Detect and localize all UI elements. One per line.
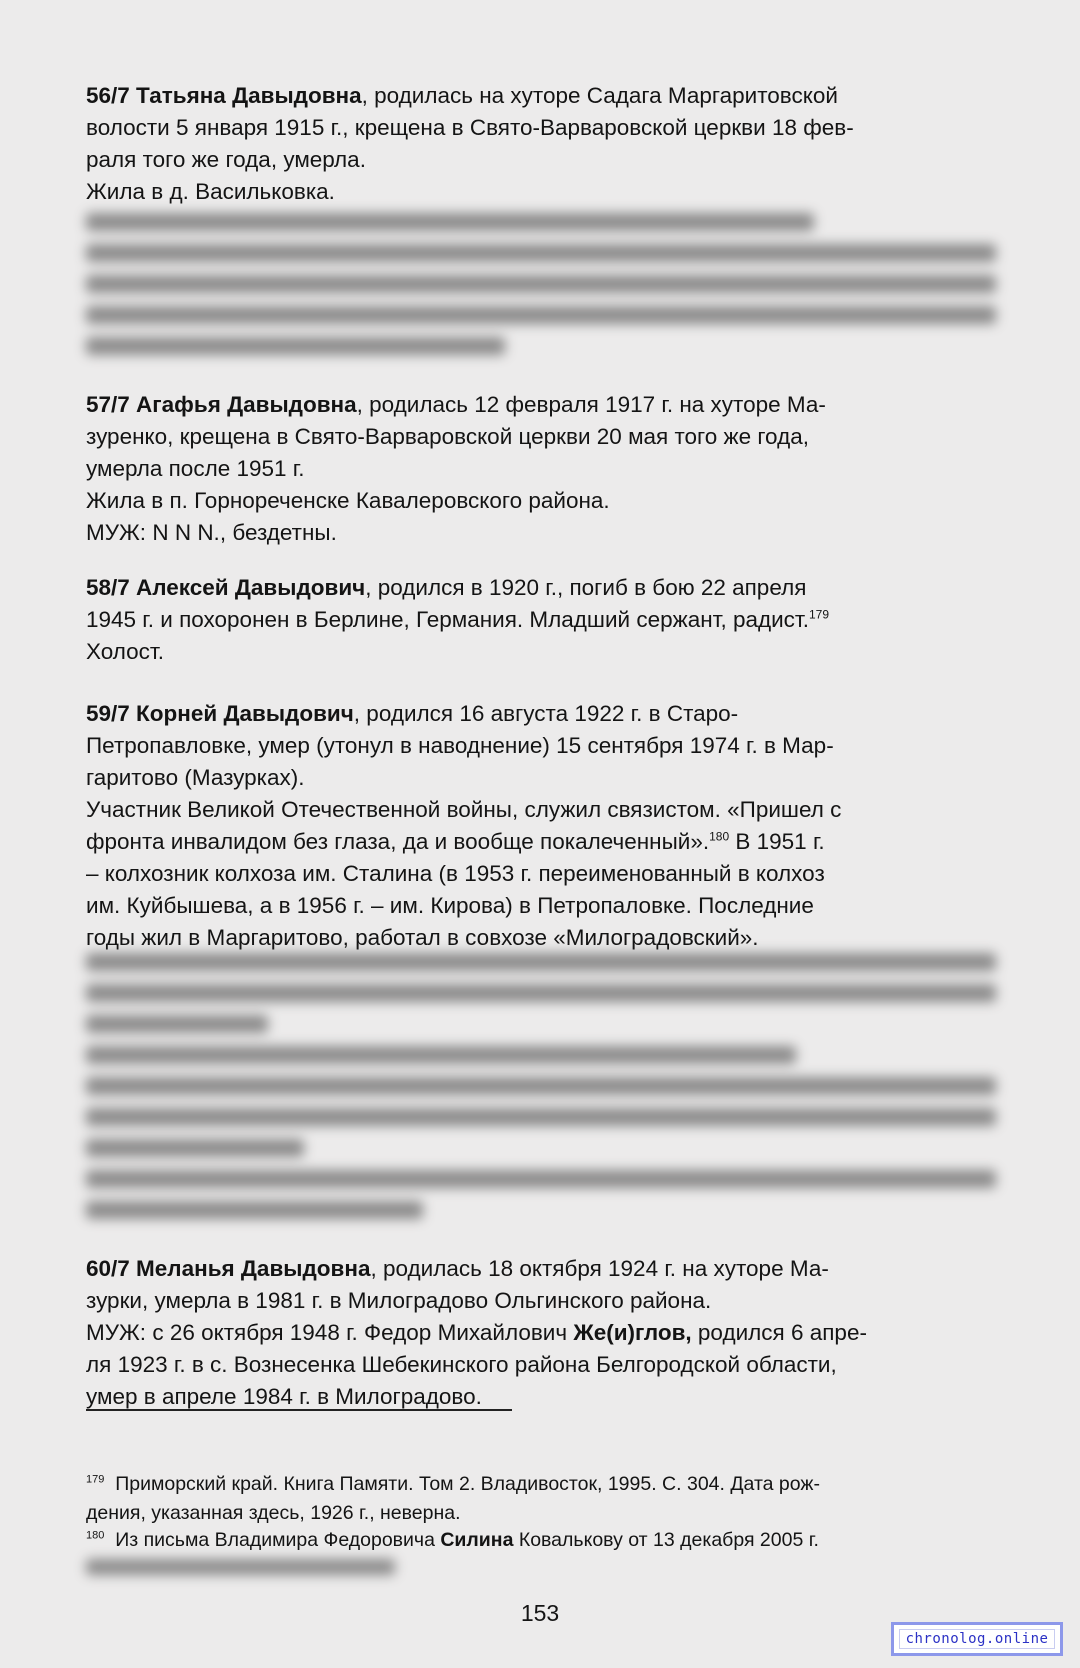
entry-text: , родилась 12 февраля 1917 г. на хуторе Ма- (356, 392, 826, 417)
redacted-block (86, 200, 996, 360)
footnote-ref[interactable]: 179 (809, 607, 830, 622)
redacted-block (86, 940, 996, 1220)
entry-text: годы жил в Маргаритово, работал в совхозе «Милоградовский». (86, 925, 759, 950)
entry-text: , родилась на хуторе Садага Маргаритовской (361, 83, 838, 108)
watermark-text: chronolog.online (899, 1629, 1056, 1649)
entry-text: раля того же года, умерла. (86, 147, 366, 172)
entry-text: 1945 г. и похоронен в Берлине, Германия. Младший сержант, радист. (86, 607, 809, 632)
entry-57 (86, 389, 994, 549)
entry-56 (86, 80, 994, 208)
entry-text: Петропавловке, умер (утонул в наводнение) 15 сентября 1974 г. в Мар- (86, 733, 834, 758)
entry-text: , родилась 18 октября 1924 г. на хуторе Ма- (370, 1256, 829, 1281)
entry-name: 58/7 Алексей Давыдович (86, 575, 366, 600)
spouse-surname: Же(и)глов, (573, 1320, 692, 1345)
entry-text: , родился в 1920 г., погиб в бою 22 апреля (365, 575, 807, 600)
entry-text: волости 5 января 1915 г., крещена в Свято-Варваровской церкви 18 фев- (86, 115, 854, 140)
watermark-badge[interactable] (891, 1622, 1063, 1656)
entry-text: Холост. (86, 639, 164, 664)
footnote-text: Из письма Владимира Федоровича (115, 1529, 441, 1551)
footnote-179 (86, 1470, 996, 1528)
entry-58 (86, 572, 994, 668)
footnote-ref[interactable]: 180 (709, 829, 730, 844)
entry-60 (86, 1253, 994, 1413)
entry-text: зурки, умерла в 1981 г. в Милоградово Ольгинского района. (86, 1288, 712, 1313)
entry-text: Жила в д. Васильковка. (86, 179, 335, 204)
entry-text: умер в апреле 1984 г. в Милоградово. (86, 1384, 482, 1409)
entry-text: МУЖ: N N N., бездетны. (86, 520, 337, 545)
entry-text: В 1951 г. (729, 829, 825, 854)
entry-text: Участник Великой Отечественной войны, служил связистом. «Пришел с (86, 797, 842, 822)
footnote-number: 179 (86, 1473, 105, 1486)
entry-text: ля 1923 г. в с. Вознесенка Шебекинского района Белгородской области, (86, 1352, 837, 1377)
entry-text: – колхозник колхоза им. Сталина (в 1953 г. переименованный в колхоз (86, 861, 825, 886)
redacted-footnote (86, 1546, 996, 1582)
entry-text: фронта инвалидом без глаза, да и вообще покалеченный». (86, 829, 710, 854)
footnote-number: 180 (86, 1529, 105, 1542)
entry-text: гаритово (Мазурках). (86, 765, 305, 790)
entry-text: МУЖ: с 26 октября 1948 г. Федор Михайлович (86, 1320, 574, 1345)
entry-name: 57/7 Агафья Давыдовна (86, 392, 357, 417)
entry-name: 56/7 Татьяна Давыдовна (86, 83, 362, 108)
entry-text: Жила в п. Горнореченске Кавалеровского района. (86, 488, 610, 513)
entry-name: 60/7 Меланья Давыдовна (86, 1256, 371, 1281)
entry-59 (86, 698, 994, 954)
entry-text: зуренко, крещена в Свято-Варваровской церкви 20 мая того же года, (86, 424, 809, 449)
footnote-bold-name: Силина (440, 1529, 514, 1551)
entry-text: им. Куйбышева, а в 1956 г. – им. Кирова) в Петропаловке. Последние (86, 893, 814, 918)
entry-name: 59/7 Корней Давыдович (86, 701, 354, 726)
footnote-separator (86, 1409, 512, 1411)
entry-text: умерла после 1951 г. (86, 456, 305, 481)
page-number: 153 (520, 1600, 560, 1626)
entry-text: родился 6 апре- (691, 1320, 867, 1345)
footnote-text: дения, указанная здесь, 1926 г., неверна. (86, 1502, 461, 1524)
entry-text: , родился 16 августа 1922 г. в Старо- (353, 701, 739, 726)
footnote-text: Ковалькову от 13 декабря 2005 г. (513, 1529, 819, 1551)
footnote-text: Приморский край. Книга Памяти. Том 2. Владивосток, 1995. С. 304. Дата рож- (115, 1473, 820, 1495)
